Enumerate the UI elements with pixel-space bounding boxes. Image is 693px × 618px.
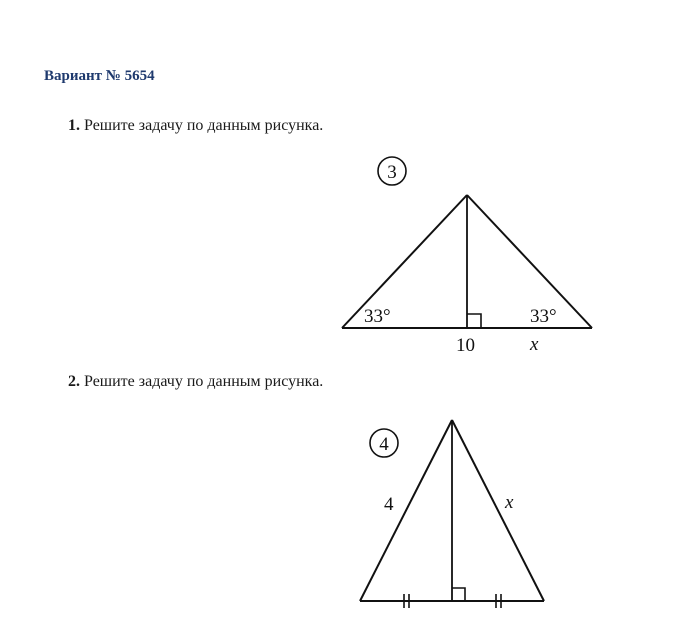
problem-2-statement (68, 373, 323, 391)
problem-2-text: Решите задачу по данным рисунка. (84, 373, 324, 390)
figure-4-left-side-label: 4 (384, 494, 394, 515)
figure-3-base-right-segment: x (530, 334, 539, 355)
problem-2-number: 2. (68, 373, 80, 390)
figure-4-triangle (340, 408, 570, 613)
variant-title: Вариант № 5654 (44, 68, 155, 84)
figure-4-right-side (452, 420, 544, 601)
figure-3-base-left-segment: 10 (456, 335, 475, 356)
figure-3-right-angle-marker (467, 314, 481, 328)
figure-3-triangle (330, 150, 620, 360)
figure-3-angle-right: 33° (530, 306, 557, 327)
figure-4-label: 4 (379, 434, 389, 455)
figure-4-right-angle-marker (452, 588, 465, 601)
figure-3-angle-left: 33° (364, 306, 391, 327)
problem-1-statement (68, 117, 323, 135)
problem-1-number: 1. (68, 117, 80, 134)
problem-1-text: Решите задачу по данным рисунка. (84, 117, 324, 134)
figure-3-label: 3 (387, 162, 397, 183)
figure-4-left-side (360, 420, 452, 601)
figure-3-left-side (342, 195, 467, 328)
figure-4-right-side-label: x (505, 492, 514, 513)
